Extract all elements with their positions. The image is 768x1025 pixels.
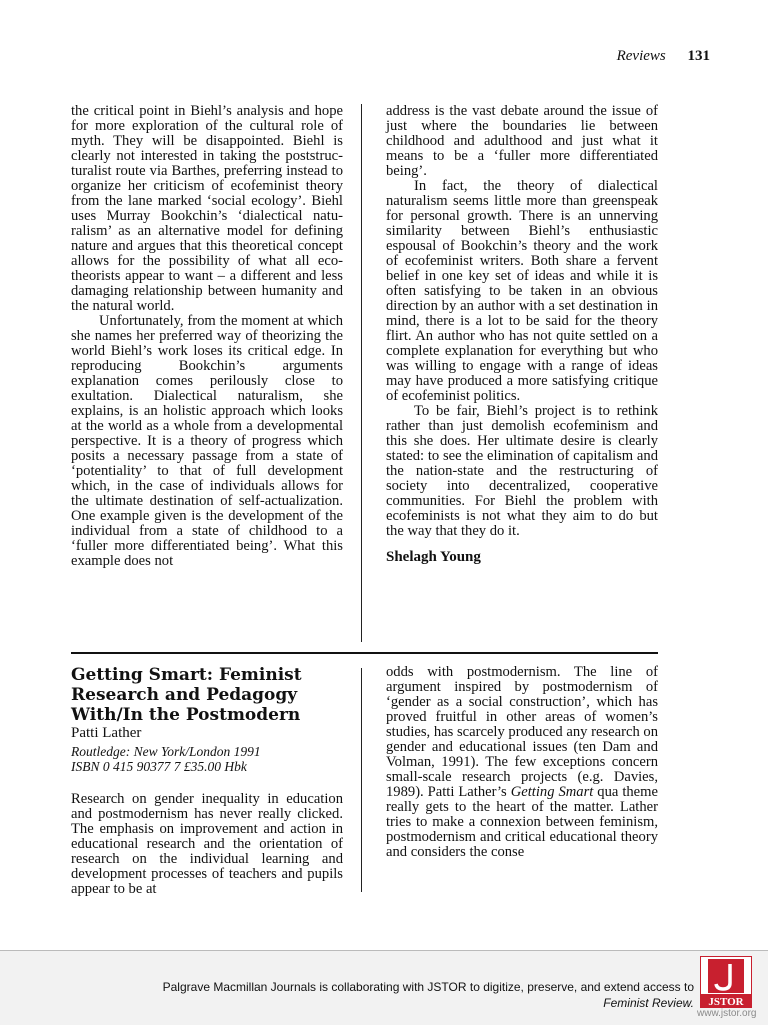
logo-wordmark: JSTOR	[708, 996, 744, 1008]
paragraph: In fact, the theory of dialectical naturalism seems little more than greenspeak for personal growth. There is an unnerving similarity between Biehl’s enthusiastic espousal of Bookchin’s theory and the work of ecofeminist writers. Both share a fervent belief in one key set of ideas and while it is often satisfying to be taken in an obvious direction by an author with a set destination in mind, there is a lot to be said for the theory flirt. An author who has not quite settled on a complete explanation for everything but who was willing to engage with a range of ideas may have produced a more satisfying critique of ecofeminist politics.	[386, 178, 658, 404]
book-author: Patti Lather	[71, 725, 142, 741]
jstor-footer	[0, 950, 768, 1025]
review-title: Getting Smart: Feminist Research and Pedagogy With/In the Postmodern	[71, 665, 302, 725]
jstor-logo[interactable]	[700, 956, 752, 1008]
column-divider	[361, 668, 362, 892]
jstor-url[interactable]: www.jstor.org	[697, 1008, 757, 1019]
isbn-line: ISBN 0 415 90377 7 £35.00 Hbk	[71, 759, 247, 774]
paragraph: address is the vast debate around the issue of just where the boundaries lie between childhood and adulthood and just what it means to be a ‘fuller more differentiated being’.	[386, 103, 658, 179]
paragraph-text: odds with postmodernism. The line of argument inspired by postmodernism of ‘gender as a social construction’, which has proved fruitful in other areas of women’s studies, has scarcely produced any research on gender and educational issues (ten Dam and Volman, 1991). The few exceptions concern small-scale research projects (e.g. Davies, 1989). Patti Lather’s	[386, 664, 658, 800]
footer-notice-text: Palgrave Macmillan Journals is collaborating with JSTOR to digitize, preserve, and extend access to	[162, 980, 694, 994]
column-1	[71, 104, 343, 569]
book-title-emphasis: Getting Smart	[510, 784, 594, 800]
publisher-line: Routledge: New York/London 1991	[71, 744, 261, 759]
paragraph: Unfortunately, from the moment at which she names her preferred way of theorizing the world Biehl’s work loses its critical edge. In reproducing Bookchin’s arguments explanation comes perilously close to exultation. Dialectical naturalism, she explains, is an holistic approach which looks at the world as a whole from a developmental perspective. It is a theory of progress which posits a necessary passage from a state of ‘potentiality’ to that of full development which, in the case of individuals allows for the ultimate destination of self-actualization. One example given is the development of the individual from a state of childhood to a ‘fuller more differentiated being’. What this example does not	[71, 313, 343, 569]
page-number: 131	[687, 48, 710, 64]
footer-journal[interactable]: Feminist Review.	[603, 996, 694, 1010]
column-4	[386, 665, 658, 860]
footer-notice	[54, 979, 694, 1011]
running-head	[560, 48, 710, 65]
paragraph: Research on gender inequality in education and postmodernism has never really clicked. The emphasis on improvement and action in educational research and the orientation of research on the individual learning and development processes of teachers and pupils appear to be at	[71, 791, 343, 897]
paragraph-text: qua theme really gets to the heart of the matter. Lather tries to make a connexion between feminism, postmodernism and critical educational theory and considers the conse	[386, 784, 658, 860]
paragraph: To be fair, Biehl’s project is to rethink rather than just demolish ecofeminism and this she does. Her ultimate desire is clearly stated: to see the elimination of capitalism and the nation-state and the restructuring of society into decentralized, cooperative communities. For Biehl the problem with ecofeminists is not what they aim to do but the way that they do it.	[386, 403, 658, 539]
column-3	[71, 665, 343, 897]
column-2	[386, 104, 658, 565]
reviewer-name: Shelagh Young	[386, 549, 481, 565]
column-divider	[361, 104, 362, 642]
paragraph: the critical point in Biehl’s analysis and hope for more exploration of the cultural role of myth. They will be disappointed. Biehl is clearly not interested in taking the poststructuralist route via Barthes, preferring instead to organize her criticism of ecofeminist theory from the lane marked ‘social ecology’. Biehl uses Murray Bookchin’s ‘dialectical naturalism’ as an alternative model for defining nature and argues that this theoretical concept allows for the possibility of what all eco-theorists appear to want – a different and less damaging relationship between humanity and the natural world.	[71, 103, 343, 314]
paragraph	[386, 665, 658, 860]
section-divider	[71, 652, 658, 654]
section-title: Reviews	[616, 48, 666, 64]
